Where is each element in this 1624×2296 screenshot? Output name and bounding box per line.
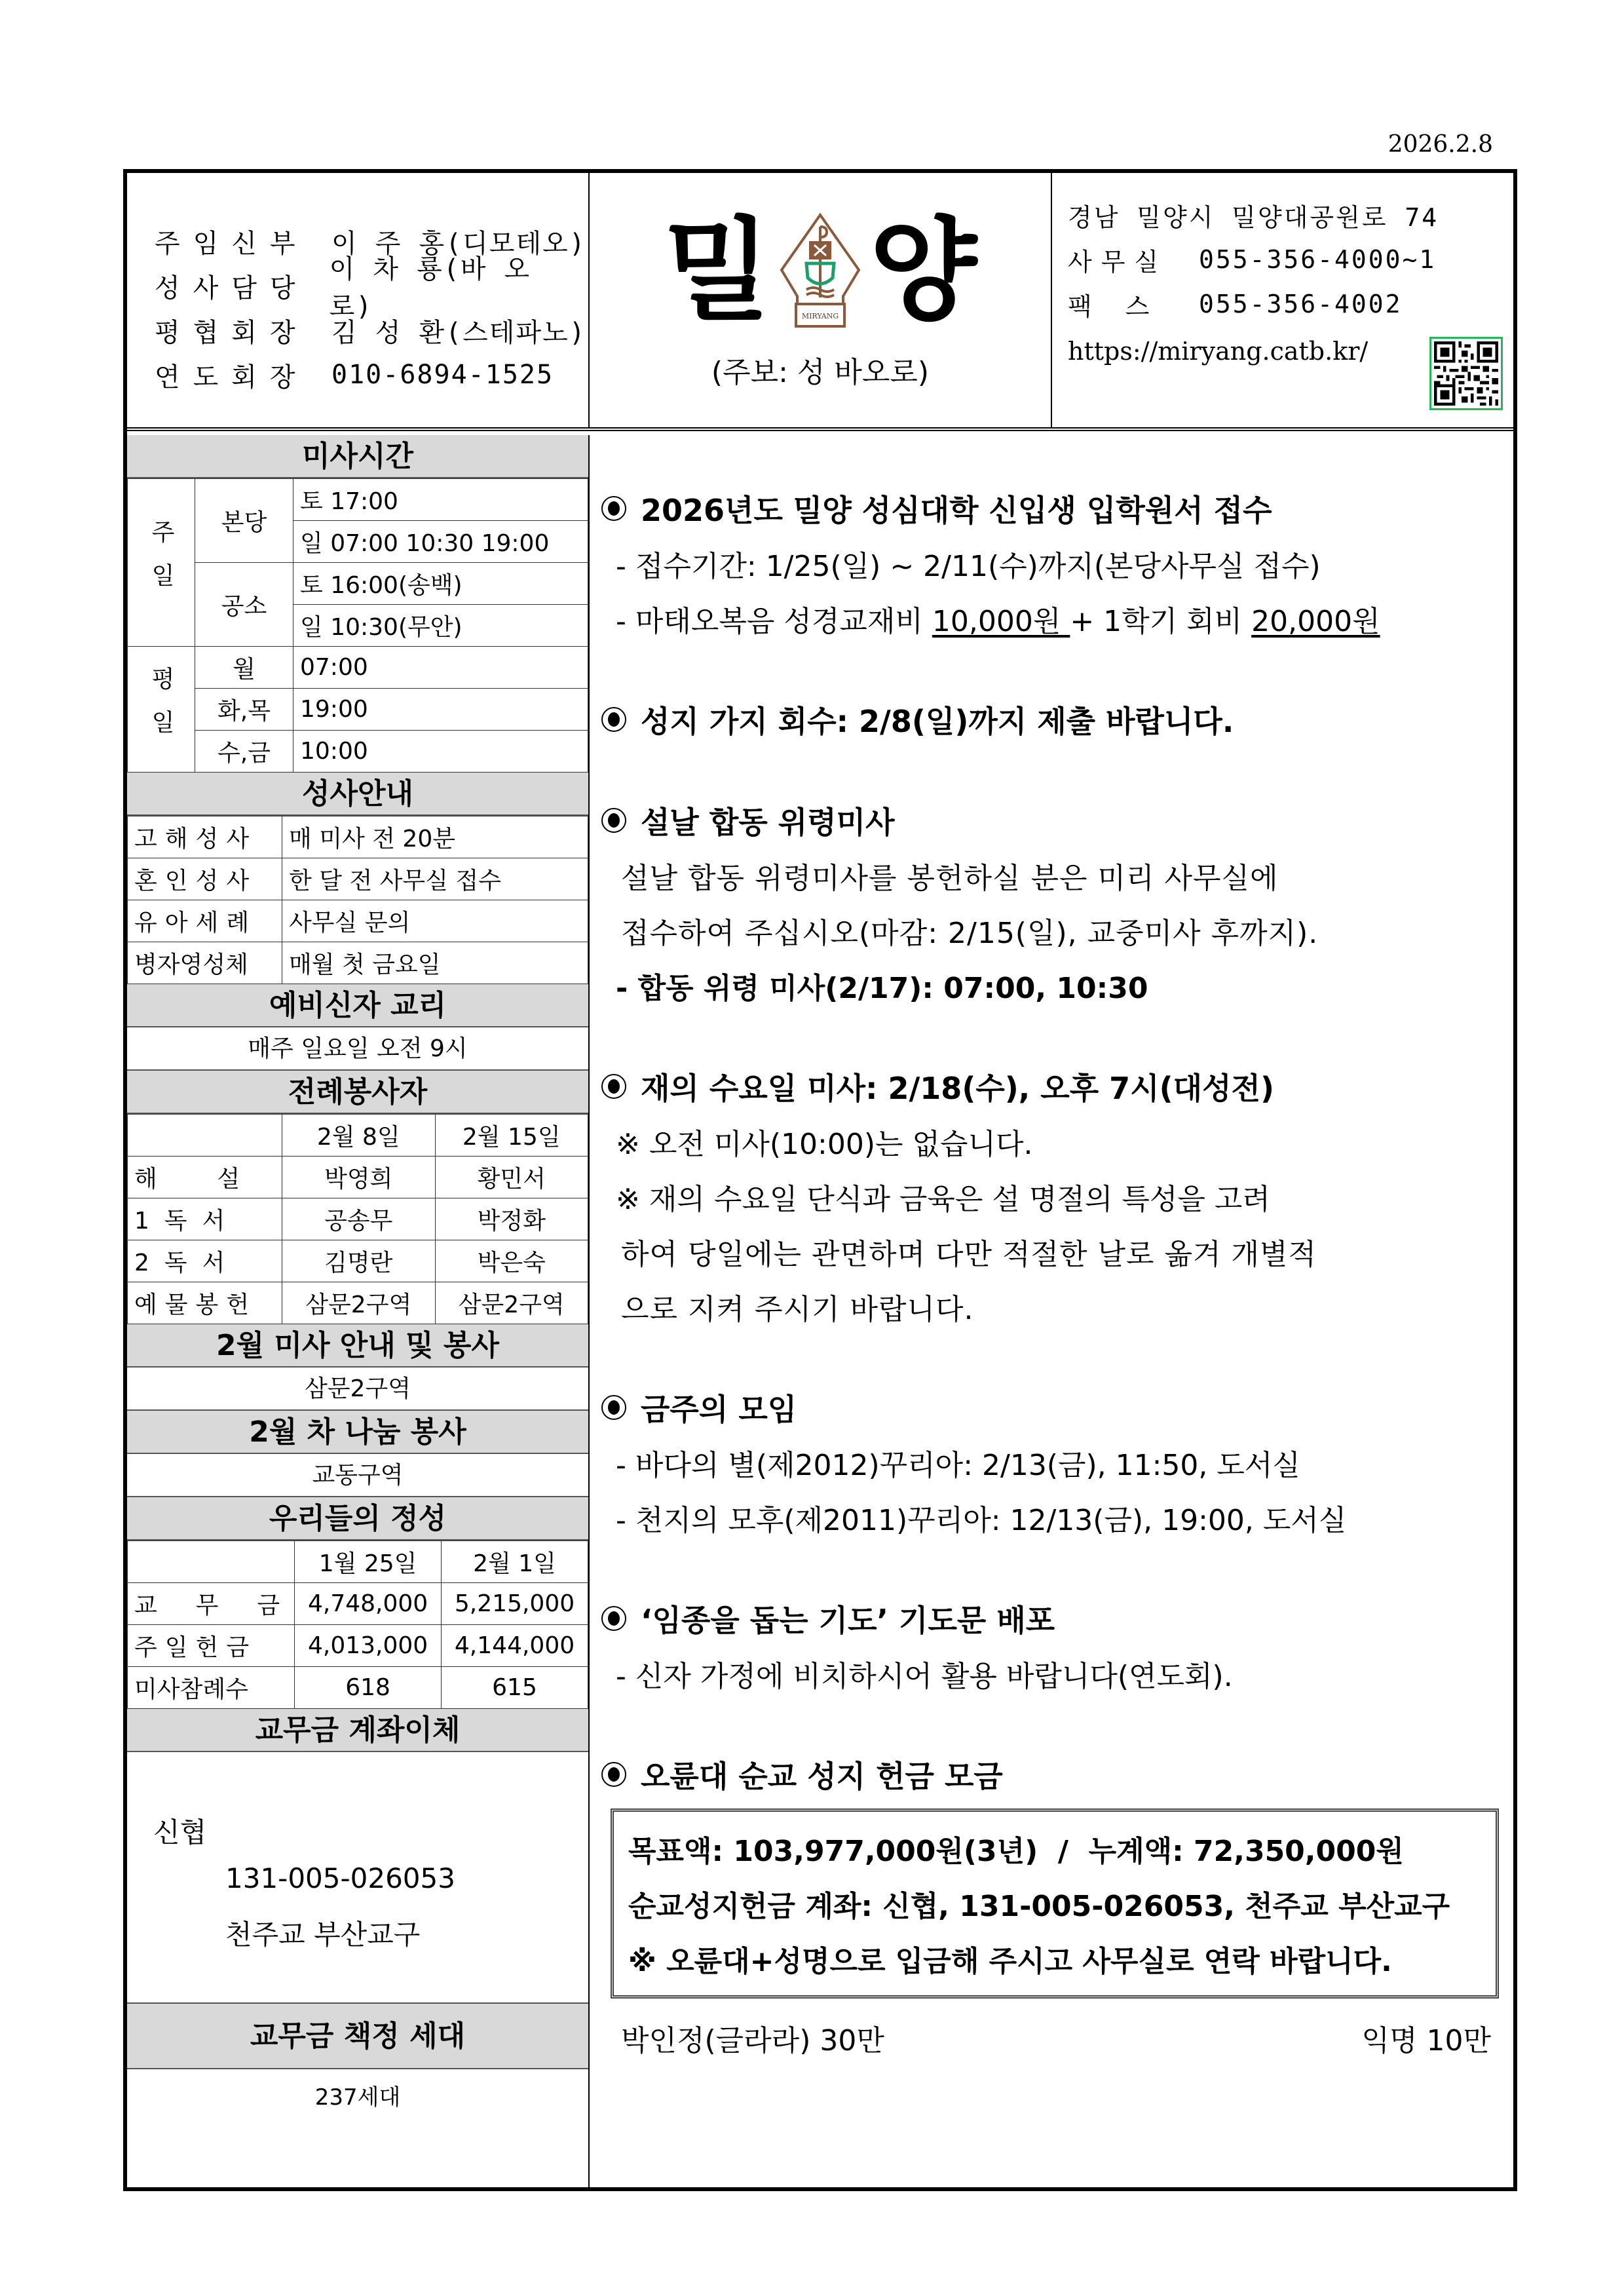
announcement-line: - 천지의 모후(제2011)꾸리아: 12/13(금), 19:00, 도서실 [616, 1504, 1347, 1537]
office-label: 사무실 [1068, 247, 1168, 277]
sacrament-info: 매 미사 전 20분 [282, 816, 588, 858]
mission-label: 공소 [195, 563, 293, 647]
fund-info-box [611, 1808, 1499, 1999]
column-header: 2월 15일 [435, 1115, 588, 1157]
offerings-table [127, 1540, 588, 1709]
announcement-line: 접수하여 주십시오(마감: 2/15(일), 교중미사 후까지). [621, 917, 1319, 950]
bullet-icon [601, 1606, 626, 1631]
account-holder: 천주교 부산교구 [225, 1919, 421, 1951]
office-phone: 055-356-4000~1 [1199, 245, 1437, 274]
contact-info [1052, 173, 1513, 427]
server-role: 예물봉헌 [128, 1282, 282, 1324]
mass-time: 10:00 [293, 731, 588, 773]
announcement-title: ‘임종을 돕는 기도’ 기도문 배포 [641, 1603, 1055, 1638]
announcement-title: 2026년도 밀양 성심대학 신입생 입학원서 접수 [641, 493, 1272, 528]
mass-time: 일 10:30(무안) [293, 605, 588, 647]
column-header [128, 1541, 295, 1583]
mass-time: 토 16:00(송백) [293, 563, 588, 605]
bullet-icon [601, 808, 626, 833]
offering-label: 주일헌금 [128, 1625, 295, 1667]
title-left: 밀 [663, 206, 771, 336]
announcement-meetings [601, 1380, 1513, 1545]
households-heading: 교무금 책정 세대 [127, 2004, 588, 2069]
page-title [590, 206, 1051, 336]
weekday-day: 화,목 [195, 689, 293, 731]
sacraments-table [127, 816, 588, 984]
bullet-icon [601, 1074, 626, 1099]
staff-row [155, 353, 588, 397]
announcement-title: 오륜대 순교 성지 헌금 모금 [641, 1759, 1003, 1794]
announcement-line: - 합동 위령 미사(2/17): 07:00, 10:30 [616, 972, 1148, 1005]
offering-label: 미사참례수 [128, 1667, 295, 1709]
bulletin-frame [123, 169, 1517, 2191]
sunday-label: 주일 [128, 479, 195, 647]
semester-fee: 20,000원 [1251, 605, 1380, 638]
qr-code-icon[interactable] [1429, 337, 1503, 410]
mass-time: 일 07:00 10:30 19:00 [293, 521, 588, 563]
fax-row [1068, 282, 1513, 326]
textbook-fee: 10,000원 [932, 605, 1070, 638]
mass-times-table [127, 478, 588, 773]
announcement-title: 금주의 모임 [641, 1392, 797, 1427]
announcement-line: ※ 재의 수요일 단식과 금육은 설 명절의 특성을 고려 [616, 1183, 1270, 1216]
bank-transfer-info [127, 1752, 588, 2004]
weekday-day: 수,금 [195, 731, 293, 773]
address: 경남 밀양시 밀양대공원로 74 [1068, 202, 1439, 232]
announcement-title: 성지 가지 회수: 2/8(일)까지 제출 바랍니다. [641, 704, 1234, 739]
announcement-ash-wednesday [601, 1059, 1513, 1334]
sacrament-label: 유아세례 [128, 900, 282, 942]
announcement-title: 재의 수요일 미사: 2/18(수), 오후 7시(대성전) [641, 1071, 1274, 1106]
bullet-icon [601, 707, 626, 732]
bullet-icon [601, 1395, 626, 1420]
offering-value: 615 [442, 1667, 588, 1709]
staff-row [155, 254, 588, 322]
donor: 익명 10만 [1361, 2024, 1491, 2057]
mass-time: 19:00 [293, 689, 588, 731]
fax-number: 055-356-4002 [1199, 290, 1403, 318]
feb-mass-heading: 2월 미사 안내 및 봉사 [127, 1324, 588, 1368]
staff-name: 김 성 환(스테파노) [331, 317, 586, 348]
server-name: 박영희 [282, 1157, 436, 1198]
mass-times-heading: 미사시간 [127, 435, 588, 478]
tea-service-heading: 2월 차 나눔 봉사 [127, 1411, 588, 1454]
offering-value: 4,013,000 [295, 1625, 442, 1667]
announcement-line: 으로 지켜 주시기 바랍니다. [621, 1293, 974, 1326]
staff-role: 주임신부 [155, 228, 309, 259]
column-header: 1월 25일 [295, 1541, 442, 1583]
left-sidebar [127, 435, 590, 2187]
sacrament-label: 병자영성체 [128, 942, 282, 984]
sacrament-info: 사무실 문의 [282, 900, 588, 942]
servers-heading: 전례봉사자 [127, 1071, 588, 1114]
server-name: 황민서 [435, 1157, 588, 1198]
announcement-palm [601, 692, 1513, 747]
announcement-line [601, 591, 1513, 646]
fax-label: 팩 스 [1068, 292, 1159, 321]
sacrament-info: 매월 첫 금요일 [282, 942, 588, 984]
fund-account: 순교성지헌금 계좌: 신협, 131-005-026053, 천주교 부산교구 [628, 1890, 1450, 1923]
mass-time: 토 17:00 [293, 479, 588, 521]
announcement-title: 설날 합동 위령미사 [641, 805, 895, 840]
bank-name: 신협 [153, 1816, 207, 1848]
column-header: 2월 8일 [282, 1115, 436, 1157]
server-name: 박정화 [435, 1198, 588, 1240]
server-role: 2 독 서 [128, 1240, 282, 1282]
column-header: 2월 1일 [442, 1541, 588, 1583]
server-name: 김명란 [282, 1240, 436, 1282]
announcement-prayer [601, 1591, 1513, 1701]
feb-mass-group: 삼문2구역 [127, 1368, 588, 1411]
sacrament-label: 고해성사 [128, 816, 282, 858]
staff-name: 이 차 룡(바 오 로) [329, 254, 531, 322]
bullet-icon [601, 1762, 626, 1787]
staff-role: 평협회장 [155, 317, 309, 348]
offering-value: 5,215,000 [442, 1583, 588, 1625]
donor-list [601, 1999, 1513, 2059]
header [127, 173, 1513, 431]
patron-subtitle: (주보: 성 바오로) [711, 356, 930, 389]
tea-service-group: 교동구역 [127, 1454, 588, 1497]
mass-time: 07:00 [293, 647, 588, 689]
fund-target: 목표액: 103,977,000원(3년) / 누계액: 72,350,000원 [628, 1835, 1404, 1868]
announcement-shrine-fund [601, 1747, 1513, 2059]
announcement-line: - 신자 가정에 비치하시어 활용 바랍니다(연도회). [616, 1660, 1233, 1693]
staff-list [127, 173, 590, 427]
fee-text: + 1학기 회비 [1070, 605, 1252, 638]
staff-name: 이 주 홍(디모테오) [331, 228, 586, 259]
fee-text: - 마태오복음 성경교재비 [616, 605, 932, 638]
staff-phone: 010-6894-1525 [331, 360, 554, 390]
weekday-label: 평일 [128, 647, 195, 773]
sacraments-heading: 성사안내 [127, 773, 588, 816]
bulletin-date: 2026.2.8 [1388, 131, 1493, 158]
server-name: 삼문2구역 [282, 1282, 436, 1324]
svg-text:MIRYANG: MIRYANG [801, 312, 839, 320]
staff-role: 성사담당 [155, 273, 309, 303]
announcement-line: 설날 합동 위령미사를 봉헌하실 분은 미리 사무실에 [621, 862, 1279, 895]
staff-role: 연도회장 [155, 362, 309, 392]
donor: 박인정(글라라) 30만 [621, 2024, 884, 2057]
sacrament-label: 혼인성사 [128, 858, 282, 900]
fund-note: ※ 오륜대+성명으로 입금해 주시고 사무실로 연락 바랍니다. [628, 1945, 1392, 1978]
announcement-line: - 바다의 별(제2012)꾸리아: 2/13(금), 11:50, 도서실 [616, 1449, 1300, 1482]
parish-logo-icon [778, 212, 863, 330]
offerings-heading: 우리들의 정성 [127, 1497, 588, 1540]
offering-value: 4,144,000 [442, 1625, 588, 1667]
bullet-icon [601, 496, 626, 521]
server-role: 1 독 서 [128, 1198, 282, 1240]
announcement-line: - 접수기간: 1/25(일) ~ 2/11(수)까지(본당사무실 접수) [616, 550, 1321, 583]
announcements [591, 435, 1513, 2187]
bank-account: 131-005-026053 [225, 1862, 455, 1894]
catechumen-heading: 예비신자 교리 [127, 984, 588, 1027]
bank-transfer-heading: 교무금 계좌이체 [127, 1709, 588, 1752]
sacrament-info: 한 달 전 사무실 접수 [282, 858, 588, 900]
masthead [590, 173, 1052, 427]
server-name: 박은숙 [435, 1240, 588, 1282]
households-count: 237세대 [314, 2084, 401, 2111]
announcement-college [601, 481, 1513, 646]
announcement-line: ※ 오전 미사(10:00)는 없습니다. [616, 1128, 1033, 1161]
announcement-memorial-mass [601, 793, 1513, 1013]
weekday-day: 월 [195, 647, 293, 689]
title-right: 양 [869, 206, 977, 336]
offering-label: 교 무 금 [128, 1583, 295, 1625]
announcement-line: 하여 당일에는 관면하며 다만 적절한 날로 옮겨 개별적 [621, 1238, 1317, 1271]
catechumen-time: 매주 일요일 오전 9시 [127, 1027, 588, 1071]
main-church-label: 본당 [195, 479, 293, 563]
column-header [128, 1115, 282, 1157]
website-link[interactable]: https://miryang.catb.kr/ [1068, 337, 1369, 366]
server-role: 해 설 [128, 1157, 282, 1198]
server-name: 공송무 [282, 1198, 436, 1240]
office-phone-row [1068, 237, 1513, 282]
offering-value: 4,748,000 [295, 1583, 442, 1625]
offering-value: 618 [295, 1667, 442, 1709]
staff-row [155, 308, 588, 353]
servers-table [127, 1114, 588, 1324]
server-name: 삼문2구역 [435, 1282, 588, 1324]
